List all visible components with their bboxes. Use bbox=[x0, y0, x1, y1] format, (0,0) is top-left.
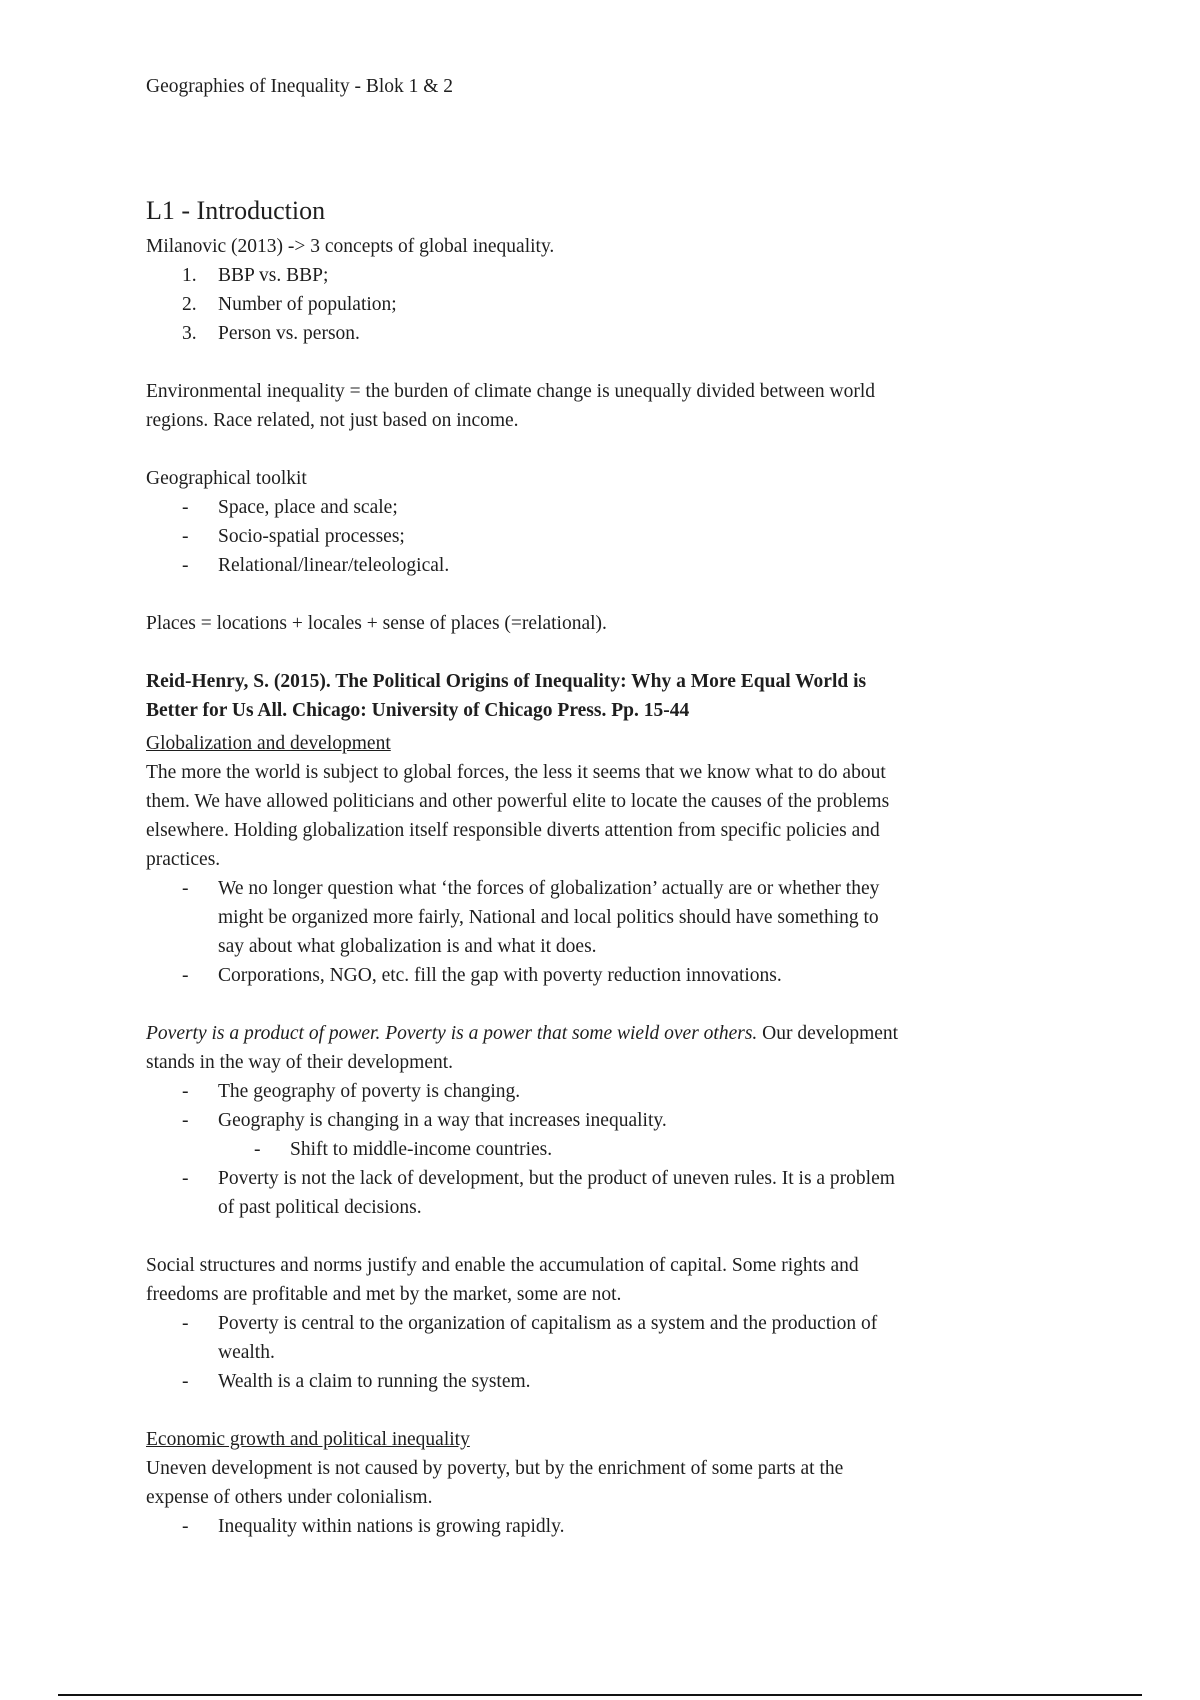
environmental-paragraph: Environmental inequality = the burden of climate change is unequally divided between world regions. Race related, not just based on income. bbox=[146, 381, 876, 431]
bullet-marker: - bbox=[254, 1139, 261, 1160]
places-paragraph: Places = locations + locales + sense of places (=relational). bbox=[146, 613, 607, 634]
poverty-rest: Our development stands in the way of their development. bbox=[146, 1023, 899, 1073]
poverty-italic: Poverty is a product of power. Poverty is a power that some wield over others. bbox=[146, 1023, 758, 1044]
list-item: 1. BBP vs. BBP; bbox=[146, 261, 906, 290]
bullet-marker: - bbox=[182, 1110, 189, 1131]
reference-citation: Reid-Henry, S. (2015). The Political Origins of Inequality: Why a More Equal World is Better for Us All. Chicago: University of Chicago Press. Pp. 15-44 bbox=[146, 671, 867, 721]
bullet-marker: - bbox=[182, 526, 189, 547]
list-item: - Inequality within nations is growing rapidly. bbox=[146, 1512, 906, 1541]
list-item: - Socio-spatial processes; bbox=[146, 522, 906, 551]
document-title: Geographies of Inequality - Blok 1 & 2 bbox=[146, 76, 454, 97]
list-item: - Geography is changing in a way that increases inequality. bbox=[146, 1106, 906, 1135]
list-item: - We no longer question what ‘the forces of globalization’ actually are or whether they might be organized more fairly, National and local politics should have something to say about what globalization is and what it does. bbox=[146, 874, 906, 961]
economic-subheading: Economic growth and political inequality bbox=[146, 1429, 470, 1450]
section-heading: L1 - Introduction bbox=[146, 196, 326, 225]
list-item: - Wealth is a claim to running the system. bbox=[146, 1367, 906, 1396]
bullet-marker: - bbox=[182, 1516, 189, 1537]
toolkit-title: Geographical toolkit bbox=[146, 468, 307, 489]
milanovic-intro: Milanovic (2013) -> 3 concepts of global inequality. bbox=[146, 236, 555, 257]
bullet-marker: - bbox=[182, 555, 189, 576]
list-item: - Poverty is central to the organization of capitalism as a system and the production of wealth. bbox=[146, 1309, 906, 1367]
social-list bbox=[146, 1309, 906, 1396]
list-item: - The geography of poverty is changing. bbox=[146, 1077, 906, 1106]
document-page bbox=[146, 72, 906, 1541]
economic-paragraph: Uneven development is not caused by poverty, but by the enrichment of some parts at the expense of others under colonialism. bbox=[146, 1458, 844, 1508]
bullet-marker: - bbox=[182, 1168, 189, 1189]
list-item: - Relational/linear/teleological. bbox=[146, 551, 906, 580]
bullet-marker: - bbox=[182, 1313, 189, 1334]
page-bottom-rule bbox=[58, 1694, 1142, 1696]
globalization-list bbox=[146, 874, 906, 990]
poverty-paragraph bbox=[146, 1019, 906, 1077]
bullet-marker: - bbox=[182, 1371, 189, 1392]
bullet-marker: - bbox=[182, 965, 189, 986]
poverty-list bbox=[146, 1077, 906, 1222]
list-item: 3. Person vs. person. bbox=[146, 319, 906, 348]
list-item: - Space, place and scale; bbox=[146, 493, 906, 522]
bullet-marker: - bbox=[182, 497, 189, 518]
social-paragraph: Social structures and norms justify and enable the accumulation of capital. Some rights and freedoms are profitable and met by the market, some are not. bbox=[146, 1255, 859, 1305]
toolkit-list bbox=[146, 493, 906, 580]
globalization-paragraph: The more the world is subject to global forces, the less it seems that we know what to do about them. We have allowed politicians and other powerful elite to locate the causes of the problems elsewhere. Holding globalization itself responsible diverts attention from specific policies and practices. bbox=[146, 762, 890, 870]
list-marker: 1. bbox=[182, 265, 197, 286]
bullet-marker: - bbox=[182, 1081, 189, 1102]
list-marker: 3. bbox=[182, 323, 197, 344]
list-item: 2. Number of population; bbox=[146, 290, 906, 319]
globalization-subheading: Globalization and development bbox=[146, 733, 391, 754]
list-item: - Corporations, NGO, etc. fill the gap with poverty reduction innovations. bbox=[146, 961, 906, 990]
bullet-marker: - bbox=[182, 878, 189, 899]
economic-list bbox=[146, 1512, 906, 1541]
sub-list-item: - Shift to middle-income countries. bbox=[146, 1135, 906, 1164]
milanovic-list bbox=[146, 261, 906, 348]
list-marker: 2. bbox=[182, 294, 197, 315]
list-item: - Poverty is not the lack of development, but the product of uneven rules. It is a problem of past political decisions. bbox=[146, 1164, 906, 1222]
